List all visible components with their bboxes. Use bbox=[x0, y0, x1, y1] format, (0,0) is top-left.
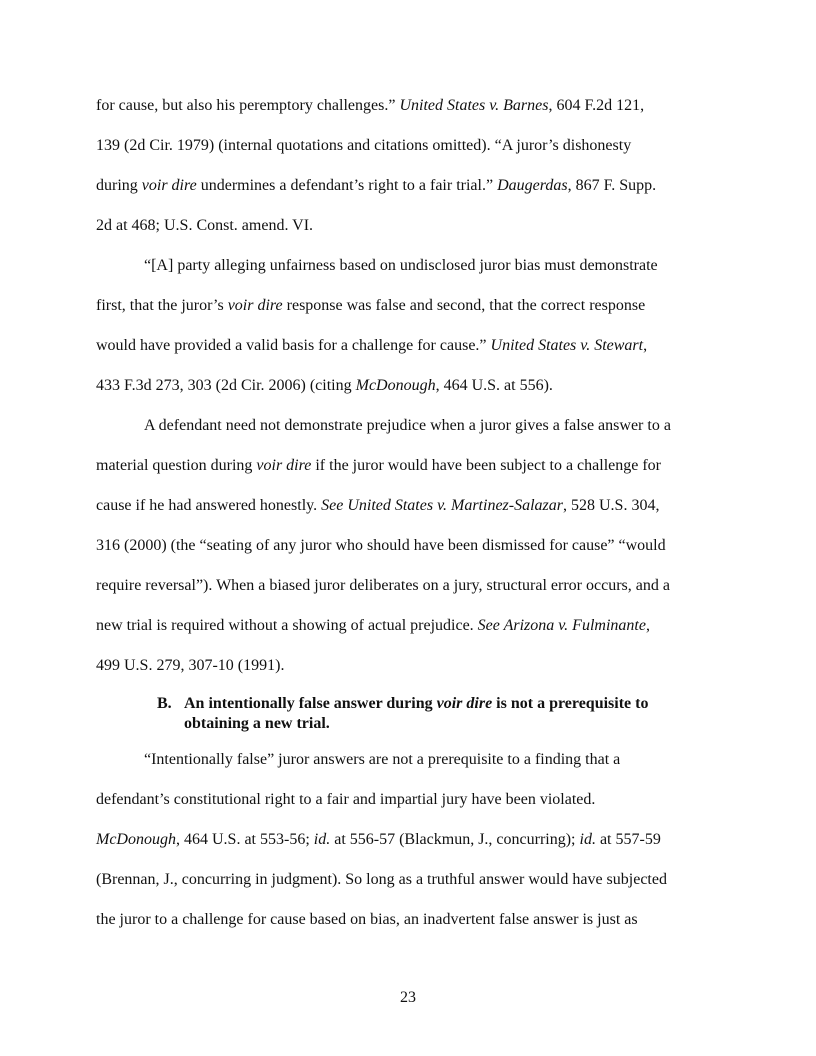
citation-text: McDonough bbox=[96, 831, 176, 848]
text-line bbox=[96, 616, 650, 636]
body-text: for cause, but also his peremptory challenges.” bbox=[96, 97, 400, 114]
section-heading bbox=[157, 694, 648, 734]
text-line bbox=[144, 256, 658, 276]
body-text: at 556-57 (Blackmun, J., concurring); bbox=[330, 831, 580, 848]
body-text: first, that the juror’s bbox=[96, 297, 228, 314]
citation-text: United States v. Stewart bbox=[490, 337, 644, 354]
body-text: would have provided a valid basis for a challenge for cause.” bbox=[96, 337, 491, 354]
text-line bbox=[144, 416, 671, 436]
body-text: response was false and second, that the correct response bbox=[282, 297, 646, 314]
citation-text: McDonough bbox=[355, 377, 436, 394]
body-text: require reversal”). When a biased juror deliberates on a jury, structural error occurs, and a bbox=[96, 577, 670, 594]
body-text: “[A] party alleging unfairness based on undisclosed juror bias must demonstrate bbox=[144, 257, 658, 274]
body-text: , 528 U.S. 304, bbox=[563, 497, 660, 514]
section-heading-line-1 bbox=[157, 694, 648, 714]
citation-text: voir dire bbox=[436, 695, 493, 712]
citation-text: voir dire bbox=[141, 177, 197, 194]
body-text: during bbox=[96, 177, 142, 194]
text-line bbox=[96, 136, 631, 156]
body-text: 433 F.3d 273, 303 (2d Cir. 2006) (citing bbox=[96, 377, 356, 394]
citation-text: See United States v. Martinez-Salazar bbox=[321, 497, 563, 514]
text-line bbox=[96, 376, 553, 396]
body-text: if the juror would have been subject to a challenge for bbox=[311, 457, 662, 474]
body-text: 499 U.S. 279, 307-10 (1991). bbox=[96, 657, 285, 674]
body-text: the juror to a challenge for cause based on bias, an inadvertent false answer is just as bbox=[96, 911, 638, 928]
body-text: , 867 F. Supp. bbox=[567, 177, 657, 194]
body-text: An intentionally false answer during bbox=[184, 695, 437, 712]
text-line bbox=[96, 456, 661, 476]
section-heading-text bbox=[184, 715, 330, 732]
text-line bbox=[96, 496, 659, 516]
body-text: at 557-59 bbox=[595, 831, 661, 848]
body-text: material question during bbox=[96, 457, 257, 474]
citation-text: See Arizona v. Fulminante bbox=[477, 617, 646, 634]
text-line bbox=[96, 176, 656, 196]
body-text: (Brennan, J., concurring in judgment). So long as a truthful answer would have subjected bbox=[96, 871, 667, 888]
text-line bbox=[96, 910, 638, 930]
citation-text: Daugerdas bbox=[497, 177, 568, 194]
body-text: , 464 U.S. at 553-56; bbox=[175, 831, 314, 848]
text-line bbox=[96, 536, 666, 556]
text-line bbox=[96, 790, 595, 810]
body-text: is not a prerequisite to bbox=[492, 695, 649, 712]
citation-text: United States v. Barnes bbox=[399, 97, 549, 114]
citation-text: voir dire bbox=[256, 457, 312, 474]
text-line bbox=[96, 870, 667, 890]
body-text: “Intentionally false” juror answers are not a prerequisite to a finding that a bbox=[144, 751, 621, 768]
text-line bbox=[96, 96, 644, 116]
text-line bbox=[96, 216, 313, 236]
citation-text: id. bbox=[579, 831, 596, 848]
section-heading-text bbox=[184, 695, 648, 712]
section-heading-line-2 bbox=[157, 714, 648, 734]
text-line bbox=[96, 296, 645, 316]
body-text: undermines a defendant’s right to a fair trial.” bbox=[196, 177, 498, 194]
section-label: B. bbox=[157, 695, 172, 712]
text-line bbox=[96, 656, 284, 676]
body-text: 139 (2d Cir. 1979) (internal quotations and citations omitted). “A juror’s dishonesty bbox=[96, 137, 632, 154]
body-text: A defendant need not demonstrate prejudice when a juror gives a false answer to a bbox=[144, 417, 671, 434]
body-text: 316 (2000) (the “seating of any juror who should have been dismissed for cause” “would bbox=[96, 537, 666, 554]
citation-text: id. bbox=[313, 831, 331, 848]
body-text: new trial is required without a showing of actual prejudice. bbox=[96, 617, 478, 634]
body-text: cause if he had answered honestly. bbox=[96, 497, 322, 514]
text-line bbox=[96, 576, 670, 596]
body-text: , bbox=[645, 617, 650, 634]
body-text: , 464 U.S. at 556). bbox=[435, 377, 553, 394]
text-line bbox=[96, 336, 647, 356]
text-line bbox=[144, 750, 620, 770]
body-text: , 604 F.2d 121, bbox=[548, 97, 645, 114]
body-text: defendant’s constitutional right to a fair and impartial jury have been violated. bbox=[96, 791, 596, 808]
body-text: obtaining a new trial. bbox=[184, 715, 330, 732]
body-text: , bbox=[643, 337, 648, 354]
page-number: 23 bbox=[400, 989, 416, 1006]
body-text: 2d at 468; U.S. Const. amend. VI. bbox=[96, 217, 314, 234]
text-line bbox=[96, 830, 661, 850]
citation-text: voir dire bbox=[227, 297, 283, 314]
